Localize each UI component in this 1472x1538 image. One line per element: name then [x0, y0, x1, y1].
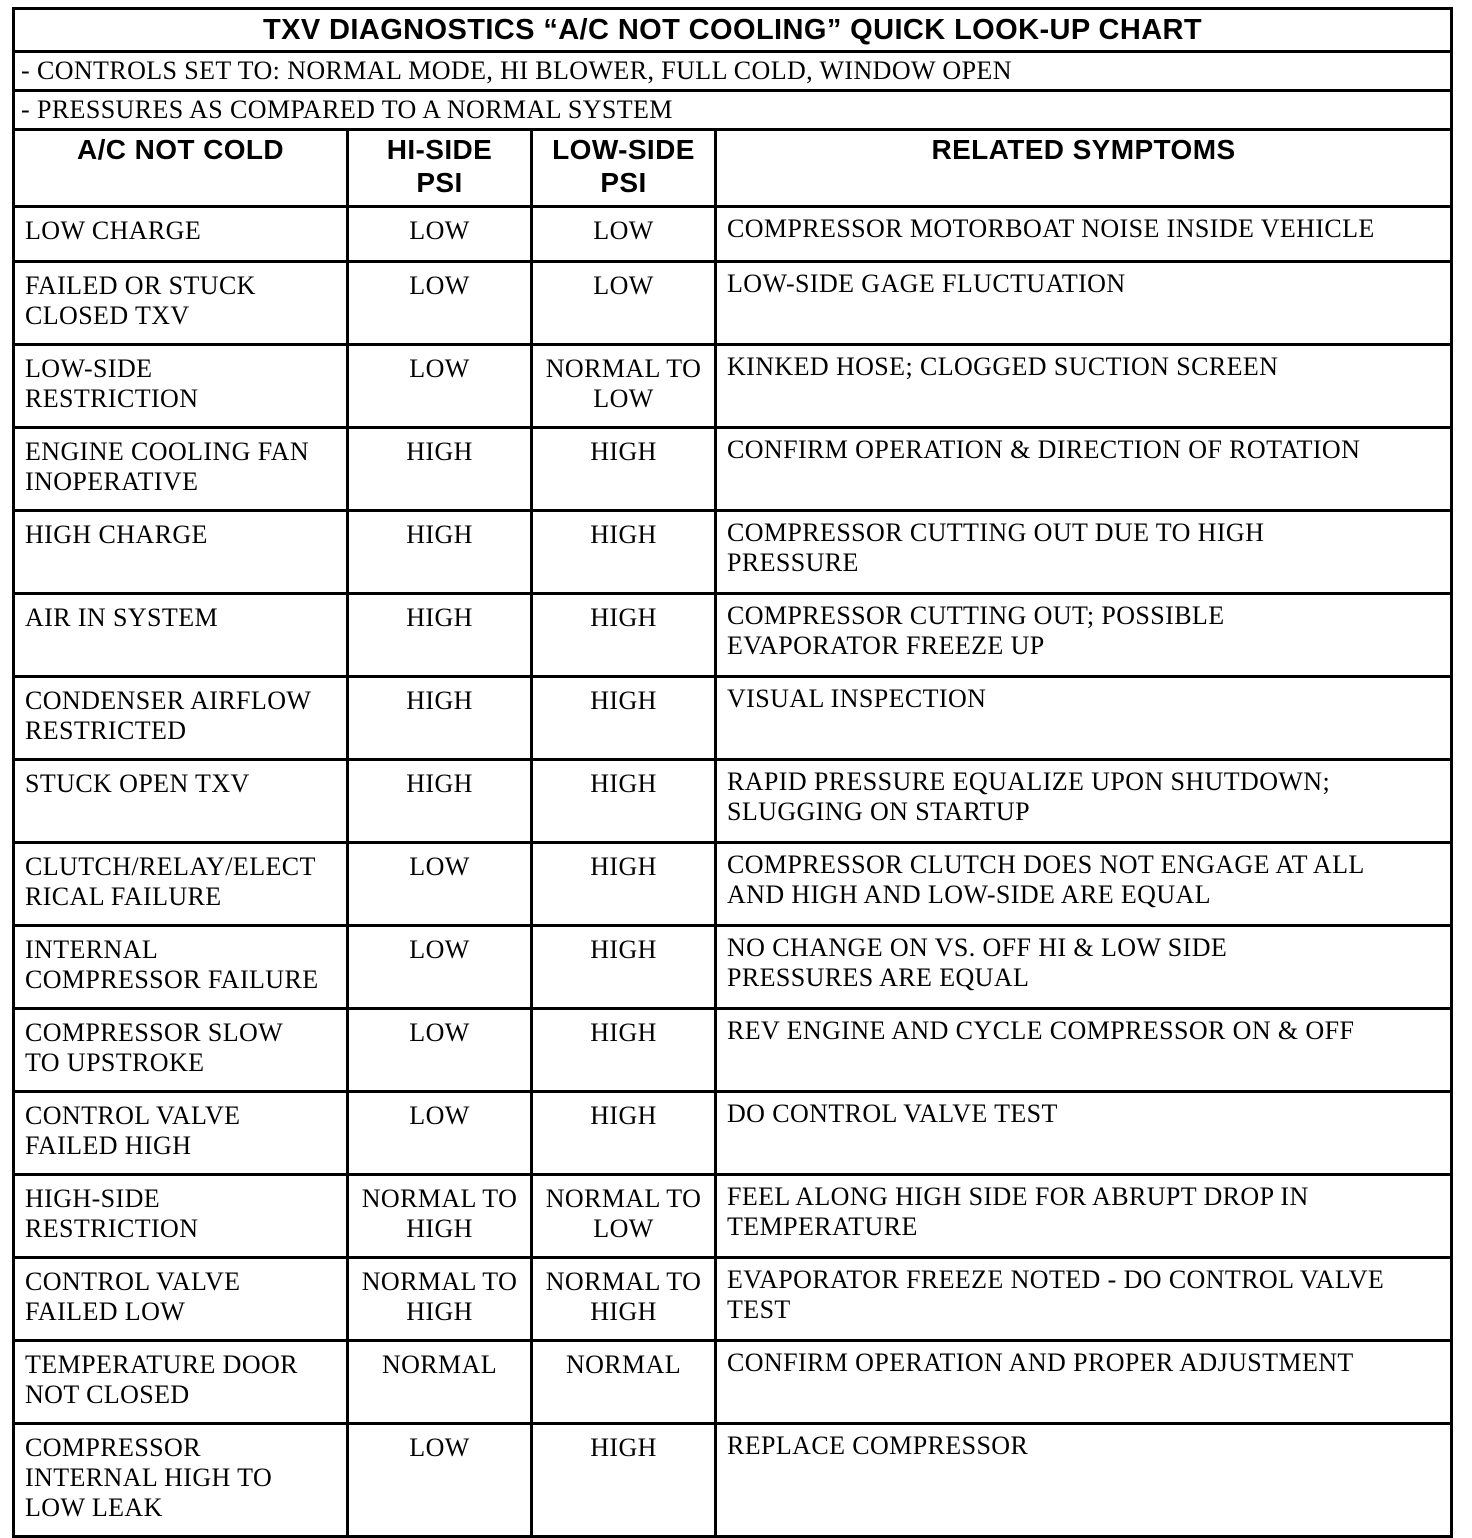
- hi-side-cell: [348, 1258, 532, 1341]
- condition-cell: [14, 1424, 348, 1537]
- hi-side-cell: [348, 345, 532, 428]
- symptoms-line: KINKED HOSE; CLOGGED SUCTION SCREEN: [727, 352, 1279, 381]
- condition-line: COMPRESSOR: [25, 1433, 201, 1462]
- hi-side-line: HIGH: [406, 686, 473, 715]
- symptoms-line: NO CHANGE ON VS. OFF HI & LOW SIDE: [727, 933, 1228, 962]
- hi-side-line: HIGH: [406, 1297, 473, 1326]
- symptoms-cell: [716, 1258, 1452, 1341]
- header-low-side: [532, 130, 716, 207]
- condition-line: FAILED OR STUCK: [25, 271, 256, 300]
- diagnostics-table: [12, 7, 1453, 1538]
- hi-side-line: LOW: [409, 935, 470, 964]
- table-row: [14, 1175, 1452, 1258]
- hi-side-cell: [348, 926, 532, 1009]
- symptoms-cell: [716, 207, 1452, 262]
- low-side-line: HIGH: [590, 1297, 657, 1326]
- condition-cell: [14, 677, 348, 760]
- controls-note: - CONTROLS SET TO: NORMAL MODE, HI BLOWER, FULL COLD, WINDOW OPEN: [14, 52, 1452, 91]
- low-side-cell: [532, 428, 716, 511]
- table-row: [14, 1341, 1452, 1424]
- condition-cell: [14, 1341, 348, 1424]
- condition-line: INTERNAL HIGH TO: [25, 1463, 273, 1492]
- hi-side-line: HIGH: [406, 769, 473, 798]
- header-low-side-line1: LOW-SIDE: [552, 134, 695, 165]
- condition-line: FAILED HIGH: [25, 1131, 192, 1160]
- low-side-cell: [532, 1175, 716, 1258]
- title-row: [14, 9, 1452, 52]
- low-side-line: LOW: [593, 1214, 654, 1243]
- condition-cell: [14, 1258, 348, 1341]
- condition-line: TO UPSTROKE: [25, 1048, 205, 1077]
- symptoms-line: AND HIGH AND LOW-SIDE ARE EQUAL: [727, 880, 1211, 909]
- condition-line: HIGH-SIDE: [25, 1184, 161, 1213]
- condition-line: INTERNAL: [25, 935, 159, 964]
- symptoms-line: COMPRESSOR CUTTING OUT; POSSIBLE: [727, 601, 1225, 630]
- hi-side-cell: [348, 1175, 532, 1258]
- hi-side-line: HIGH: [406, 603, 473, 632]
- table-row: [14, 511, 1452, 594]
- low-side-line: NORMAL: [565, 1350, 682, 1379]
- low-side-line: HIGH: [590, 520, 657, 549]
- symptoms-line: REV ENGINE AND CYCLE COMPRESSOR ON & OFF: [727, 1016, 1355, 1045]
- symptoms-cell: [716, 1092, 1452, 1175]
- low-side-cell: [532, 594, 716, 677]
- hi-side-cell: [348, 1341, 532, 1424]
- symptoms-line: VISUAL INSPECTION: [727, 684, 987, 713]
- condition-cell: [14, 1092, 348, 1175]
- hi-side-cell: [348, 262, 532, 345]
- symptoms-cell: [716, 345, 1452, 428]
- table-row: [14, 594, 1452, 677]
- symptoms-cell: [716, 926, 1452, 1009]
- symptoms-line: PRESSURE: [727, 548, 859, 577]
- hi-side-line: NORMAL: [381, 1350, 498, 1379]
- header-hi-side-line1: HI-SIDE: [386, 134, 493, 165]
- low-side-line: HIGH: [590, 852, 657, 881]
- symptoms-line: COMPRESSOR MOTORBOAT NOISE INSIDE VEHICLE: [727, 214, 1375, 243]
- condition-line: NOT CLOSED: [25, 1380, 190, 1409]
- hi-side-line: NORMAL TO: [361, 1267, 518, 1296]
- table-row: [14, 345, 1452, 428]
- condition-line: AIR IN SYSTEM: [25, 603, 218, 632]
- hi-side-cell: [348, 428, 532, 511]
- condition-line: LOW LEAK: [25, 1493, 163, 1522]
- header-hi-side: [348, 130, 532, 207]
- low-side-cell: [532, 926, 716, 1009]
- header-condition-label: A/C NOT COLD: [76, 134, 284, 165]
- pressures-note: - PRESSURES AS COMPARED TO A NORMAL SYSTEM: [14, 91, 1452, 130]
- low-side-cell: [532, 760, 716, 843]
- condition-cell: [14, 262, 348, 345]
- low-side-line: LOW: [593, 384, 654, 413]
- table-row: [14, 262, 1452, 345]
- header-row: [14, 130, 1452, 207]
- condition-cell: [14, 1009, 348, 1092]
- hi-side-line: LOW: [409, 271, 470, 300]
- low-side-line: HIGH: [590, 769, 657, 798]
- condition-line: LOW CHARGE: [25, 216, 202, 245]
- low-side-cell: [532, 677, 716, 760]
- low-side-cell: [532, 1341, 716, 1424]
- condition-line: CLUTCH/RELAY/ELECT: [25, 852, 316, 881]
- hi-side-line: LOW: [409, 1101, 470, 1130]
- condition-line: FAILED LOW: [25, 1297, 186, 1326]
- condition-cell: [14, 207, 348, 262]
- symptoms-cell: [716, 511, 1452, 594]
- low-side-line: HIGH: [590, 1018, 657, 1047]
- condition-cell: [14, 926, 348, 1009]
- table-row: [14, 843, 1452, 926]
- symptoms-cell: [716, 1175, 1452, 1258]
- note-row: [14, 91, 1452, 130]
- low-side-line: NORMAL TO: [545, 1267, 702, 1296]
- table-row: [14, 428, 1452, 511]
- header-symptoms: [716, 130, 1452, 207]
- header-low-side-line2: PSI: [600, 167, 647, 198]
- symptoms-line: FEEL ALONG HIGH SIDE FOR ABRUPT DROP IN: [727, 1182, 1309, 1211]
- hi-side-cell: [348, 1092, 532, 1175]
- symptoms-line: REPLACE COMPRESSOR: [727, 1431, 1029, 1460]
- table-row: [14, 1424, 1452, 1537]
- symptoms-cell: [716, 262, 1452, 345]
- low-side-cell: [532, 1424, 716, 1537]
- condition-line: HIGH CHARGE: [25, 520, 208, 549]
- hi-side-line: HIGH: [406, 1214, 473, 1243]
- condition-cell: [14, 594, 348, 677]
- hi-side-line: LOW: [409, 354, 470, 383]
- hi-side-line: LOW: [409, 852, 470, 881]
- condition-line: TEMPERATURE DOOR: [25, 1350, 298, 1379]
- low-side-line: NORMAL TO: [545, 354, 702, 383]
- low-side-cell: [532, 345, 716, 428]
- condition-cell: [14, 843, 348, 926]
- symptoms-cell: [716, 760, 1452, 843]
- hi-side-line: LOW: [409, 1018, 470, 1047]
- condition-line: CONDENSER AIRFLOW: [25, 686, 312, 715]
- low-side-line: LOW: [593, 216, 654, 245]
- table-row: [14, 1258, 1452, 1341]
- symptoms-cell: [716, 428, 1452, 511]
- hi-side-cell: [348, 1424, 532, 1537]
- symptoms-cell: [716, 1424, 1452, 1537]
- low-side-cell: [532, 1009, 716, 1092]
- condition-cell: [14, 760, 348, 843]
- low-side-line: HIGH: [590, 437, 657, 466]
- low-side-line: NORMAL TO: [545, 1184, 702, 1213]
- chart-title: TXV DIAGNOSTICS “A/C NOT COOLING” QUICK LOOK-UP CHART: [14, 9, 1452, 52]
- table-row: [14, 760, 1452, 843]
- table-row: [14, 926, 1452, 1009]
- symptoms-line: SLUGGING ON STARTUP: [727, 797, 1030, 826]
- condition-line: ENGINE COOLING FAN: [25, 437, 310, 466]
- hi-side-cell: [348, 760, 532, 843]
- condition-line: CLOSED TXV: [25, 301, 190, 330]
- condition-line: RESTRICTED: [25, 716, 187, 745]
- low-side-cell: [532, 511, 716, 594]
- table-row: [14, 207, 1452, 262]
- symptoms-line: RAPID PRESSURE EQUALIZE UPON SHUTDOWN;: [727, 767, 1331, 796]
- condition-line: INOPERATIVE: [25, 467, 199, 496]
- hi-side-cell: [348, 843, 532, 926]
- header-hi-side-line2: PSI: [416, 167, 463, 198]
- symptoms-line: TEST: [727, 1295, 791, 1324]
- low-side-cell: [532, 262, 716, 345]
- condition-line: CONTROL VALVE: [25, 1267, 241, 1296]
- symptoms-line: CONFIRM OPERATION AND PROPER ADJUSTMENT: [727, 1348, 1354, 1377]
- table-row: [14, 1009, 1452, 1092]
- low-side-cell: [532, 1092, 716, 1175]
- hi-side-cell: [348, 511, 532, 594]
- hi-side-cell: [348, 594, 532, 677]
- symptoms-cell: [716, 843, 1452, 926]
- condition-line: COMPRESSOR SLOW: [25, 1018, 284, 1047]
- condition-cell: [14, 428, 348, 511]
- hi-side-line: HIGH: [406, 520, 473, 549]
- symptoms-line: PRESSURES ARE EQUAL: [727, 963, 1030, 992]
- condition-line: CONTROL VALVE: [25, 1101, 241, 1130]
- table-row: [14, 1092, 1452, 1175]
- low-side-cell: [532, 207, 716, 262]
- condition-line: RESTRICTION: [25, 1214, 199, 1243]
- hi-side-line: NORMAL TO: [361, 1184, 518, 1213]
- low-side-line: HIGH: [590, 686, 657, 715]
- condition-line: STUCK OPEN TXV: [25, 769, 250, 798]
- hi-side-line: LOW: [409, 216, 470, 245]
- symptoms-cell: [716, 1341, 1452, 1424]
- note-row: [14, 52, 1452, 91]
- low-side-line: HIGH: [590, 603, 657, 632]
- hi-side-cell: [348, 677, 532, 760]
- symptoms-line: CONFIRM OPERATION & DIRECTION OF ROTATION: [727, 435, 1361, 464]
- symptoms-line: COMPRESSOR CUTTING OUT DUE TO HIGH: [727, 518, 1265, 547]
- low-side-line: HIGH: [590, 935, 657, 964]
- header-condition: [14, 130, 348, 207]
- symptoms-line: EVAPORATOR FREEZE NOTED - DO CONTROL VALVE: [727, 1265, 1385, 1294]
- hi-side-cell: [348, 207, 532, 262]
- symptoms-line: DO CONTROL VALVE TEST: [727, 1099, 1058, 1128]
- condition-line: RESTRICTION: [25, 384, 199, 413]
- low-side-line: HIGH: [590, 1101, 657, 1130]
- low-side-line: LOW: [593, 271, 654, 300]
- condition-line: COMPRESSOR FAILURE: [25, 965, 319, 994]
- low-side-line: HIGH: [590, 1433, 657, 1462]
- symptoms-line: COMPRESSOR CLUTCH DOES NOT ENGAGE AT ALL: [727, 850, 1365, 879]
- symptoms-cell: [716, 1009, 1452, 1092]
- condition-line: RICAL FAILURE: [25, 882, 222, 911]
- table-row: [14, 677, 1452, 760]
- condition-line: LOW-SIDE: [25, 354, 153, 383]
- low-side-cell: [532, 843, 716, 926]
- condition-cell: [14, 1175, 348, 1258]
- low-side-cell: [532, 1258, 716, 1341]
- symptoms-line: LOW-SIDE GAGE FLUCTUATION: [727, 269, 1126, 298]
- symptoms-line: TEMPERATURE: [727, 1212, 918, 1241]
- symptoms-cell: [716, 594, 1452, 677]
- hi-side-cell: [348, 1009, 532, 1092]
- header-symptoms-label: RELATED SYMPTOMS: [931, 134, 1236, 165]
- symptoms-cell: [716, 677, 1452, 760]
- symptoms-line: EVAPORATOR FREEZE UP: [727, 631, 1045, 660]
- hi-side-line: HIGH: [406, 437, 473, 466]
- condition-cell: [14, 511, 348, 594]
- condition-cell: [14, 345, 348, 428]
- hi-side-line: LOW: [409, 1433, 470, 1462]
